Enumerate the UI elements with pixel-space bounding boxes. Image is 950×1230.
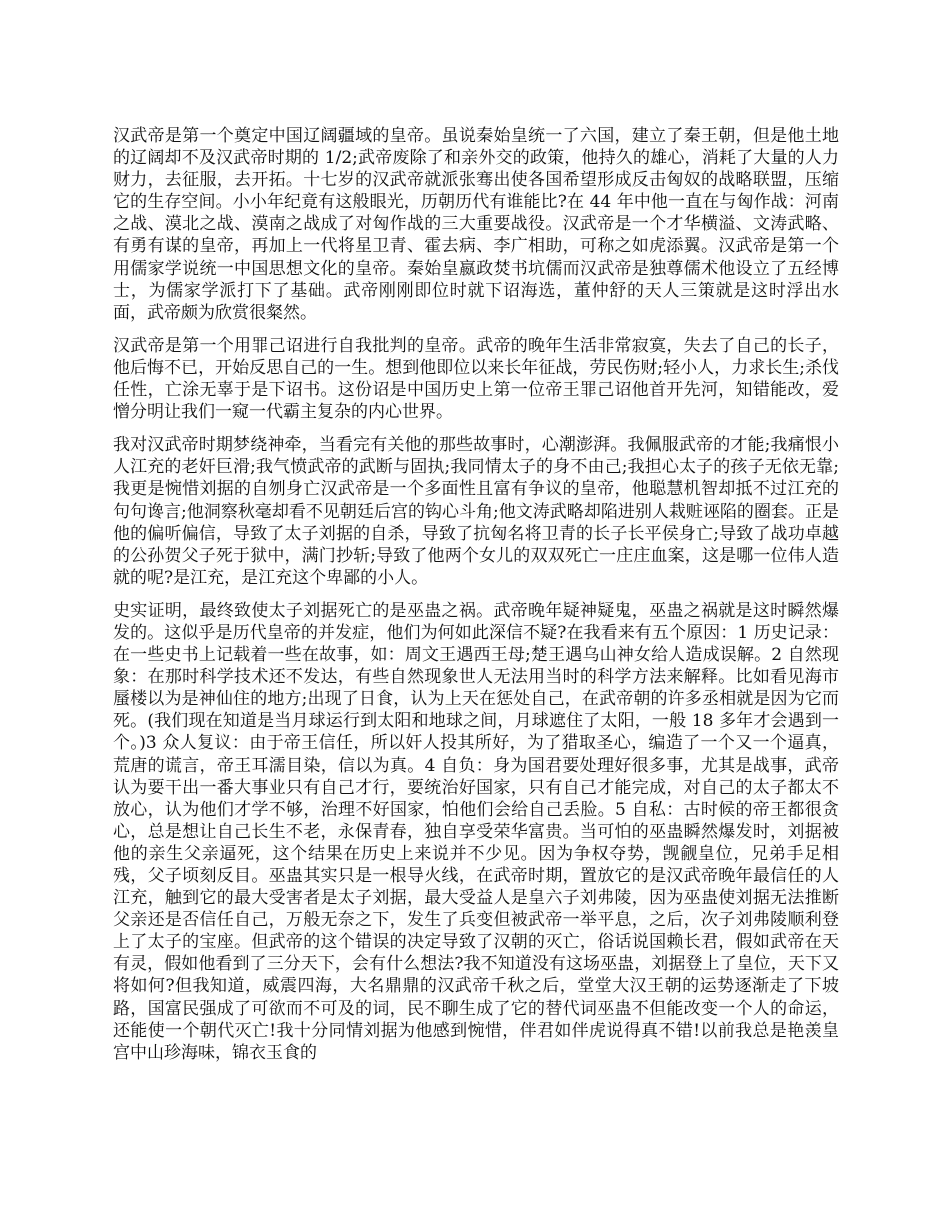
paragraph-han-wudi-territory: 汉武帝是第一个奠定中国辽阔疆域的皇帝。虽说秦始皇统一了六国，建立了秦王朝，但是他土地的辽阔却不及汉武帝时期的 1/2;武帝废除了和亲外交的政策，他持久的雄心，消耗了大量的人力财力，去征服，去开拓。十七岁的汉武帝就派张骞出使各国希望形成反击匈奴的战略联盟，压缩它的生存空间。小小年纪竟有这般眼光，历朝历代有谁能比?在 44 年中他一直在与匈作战：河南之战、漠北之战、漠南之战成了对匈作战的三大重要战役。汉武帝是一个才华横溢、文涛武略、有勇有谋的皇帝，再加上一代将星卫青、霍去病、李广相助，可称之如虎添翼。汉武帝是第一个用儒家学说统一中国思想文化的皇帝。秦始皇嬴政焚书坑儒而汉武帝是独尊儒术他设立了五经博士，为儒家学派打下了基础。武帝刚刚即位时就下诏海选，董仲舒的天人三策就是这时浮出水面，武帝颇为欣赏很粲然。 — [113, 126, 839, 323]
paragraph-self-criticism-edict: 汉武帝是第一个用罪己诏进行自我批判的皇帝。武帝的晚年生活非常寂寞，失去了自己的长子，他后悔不已，开始反思自己的一生。想到他即位以来长年征战，劳民伤财;轻小人，力求长生;杀伐任性，亡涂无辜于是下诏书。这份诏是中国历史上第一位帝王罪己诏他首开先河，知错能改，爱憎分明让我们一窥一代霸主复杂的内心世界。 — [113, 335, 839, 423]
document-body — [113, 125, 839, 1075]
paragraph-personal-reflection: 我对汉武帝时期梦绕神牵，当看完有关他的那些故事时，心潮澎湃。我佩服武帝的才能;我痛恨小人江充的老奸巨滑;我气愤武帝的武断与固执;我同情太子的身不由己;我担心太子的孩子无依无靠;我更是惋惜刘据的自刎身亡汉武帝是一个多面性且富有争议的皇帝，他聪慧机智却抵不过江充的句句谗言;他洞察秋毫却看不见朝廷后宫的钩心斗角;他文涛武略却陷进别人栽赃诬陷的圈套。正是他的偏听偏信，导致了太子刘据的自杀，导致了抗匈名将卫青的长子长平侯身亡;导致了战功卓越的公孙贺父子死于狱中，满门抄斩;导致了他两个女儿的双双死亡一庄庄血案，这是哪一位伟人造就的呢?是江充，是江充这个卑鄙的小人。 — [113, 435, 839, 588]
paragraph-witchcraft-disaster: 史实证明，最终致使太子刘据死亡的是巫蛊之祸。武帝晚年疑神疑鬼，巫蛊之祸就是这时瞬然爆发的。这似乎是历代皇帝的并发症，他们为何如此深信不疑?在我看来有五个原因：1 历史记录：在一些史书上记载着一些在故事，如：周文王遇西王母;楚王遇乌山神女给人造成误解。2 自然现象：在那时科学技术还不发达，有些自然现象世人无法用当时的科学方法来解释。比如看见海市蜃楼以为是神仙住的地方;出现了日食，认为上天在惩处自己，在武帝朝的许多丞相就是因为它而死。(我们现在知道是当月球运行到太阳和地球之间，月球遮住了太阳，一般 18 多年才会遇到一个。)3 众人复议：由于帝王信任，所以奸人投其所好，为了猎取圣心，编造了一个又一个逼真，荒唐的谎言，帝王耳濡目染，信以为真。4 自负：身为国君要处理好很多事，尤其是战事，武帝认为要干出一番大事业只有自己才行，要统治好国家，只有自己才能完成，对自己的太子都太不放心，认为他们才学不够，治理不好国家，怕他们会给自己丢脸。5 自私：古时候的帝王都很贪心，总是想让自己长生不老，永保青春，独自享受荣华富贵。当可怕的巫蛊瞬然爆发时，刘据被他的亲生父亲逼死，这个结果在历史上来说并不少见。因为争权夺势，觊觎皇位，兄弟手足相残，父子顷刻反目。巫蛊其实只是一根导火线，在武帝时期，置放它的是汉武帝晚年最信任的人江充，触到它的最大受害者是太子刘据，最大受益人是皇六子刘弗陵，因为巫蛊使刘据无法推断父亲还是否信任自己，万般无奈之下，发生了兵变但被武帝一举平息，之后，次子刘弗陵顺利登上了太子的宝座。但武帝的这个错误的决定导致了汉朝的灭亡，俗话说国赖长君，假如武帝在天有灵，假如他看到了三分天下，会有什么想法?我不知道没有这场巫蛊，刘据登上了皇位，天下又将如何?但我知道，威震四海，大名鼎鼎的汉武帝千秋之后，堂堂大汉王朝的运势逐渐走了下坡路，国富民强成了可欲而不可及的词，民不聊生成了它的替代词巫蛊不但能改变一个人的命运，还能使一个朝代灭亡!我十分同情刘据为他感到惋惜，伴君如伴虎说得真不错!以前我总是艳羡皇宫中山珍海味，锦衣玉食的 — [113, 600, 839, 1063]
